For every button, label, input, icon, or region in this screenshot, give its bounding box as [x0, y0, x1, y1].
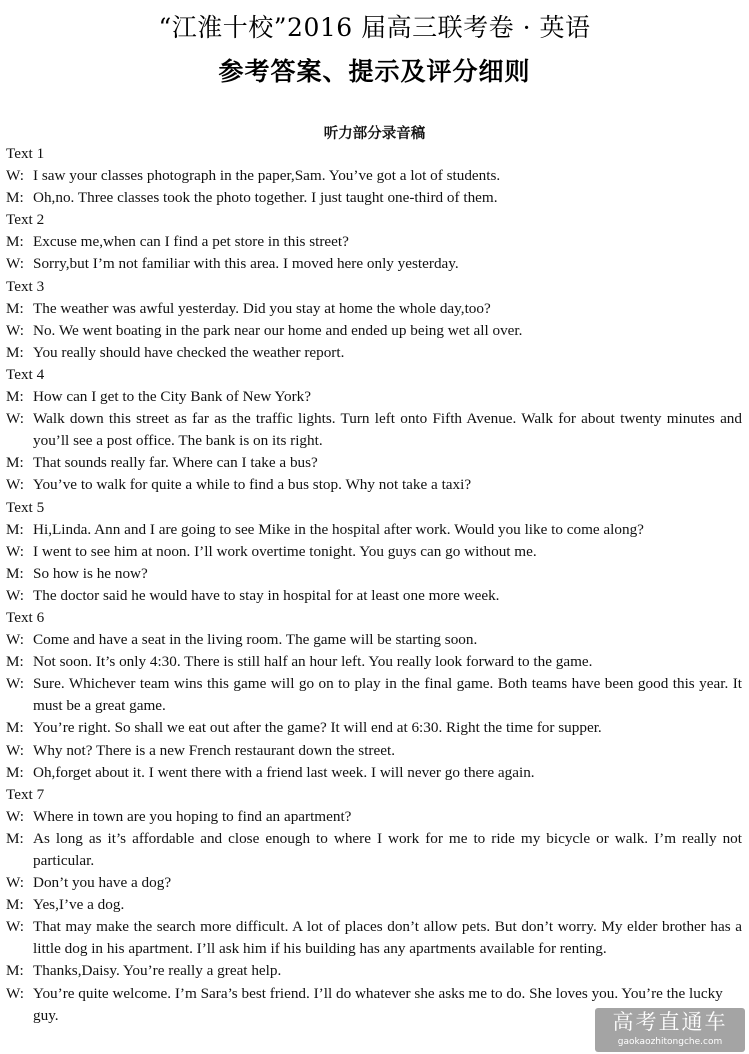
- dialogue-line: [6, 408, 742, 452]
- dialogue-line: [6, 342, 742, 364]
- text-label: Text 1: [6, 145, 45, 162]
- dialogue-line: [6, 629, 742, 651]
- text-label: Text 5: [6, 498, 45, 516]
- speaker-label: M:: [6, 829, 24, 847]
- dialogue-text: That may make the search more difficult. A lot of places don’t allow pets. But don’t worry. My elder brother has a little dog in his apartment. I’ll ask him if his building has any apartments available for renting.: [33, 918, 742, 958]
- speaker-label: W:: [6, 167, 24, 185]
- dialogue-line: [6, 651, 742, 673]
- dialogue-text: You’re right. So shall we eat out after the game? It will end at 6:30. Right the time for supper.: [33, 719, 602, 737]
- text-label: Text 4: [6, 365, 45, 383]
- dialogue-text: Walk down this street as far as the traffic lights. Turn left onto Fifth Avenue. Walk for about twenty minutes and you’ll see a post office. The bank is on its right.: [33, 410, 742, 450]
- dialogue-text: Sorry,but I’m not familiar with this area. I moved here only yesterday.: [33, 255, 459, 273]
- document-title: “江淮十校”2016 届高三联考卷 · 英语: [158, 13, 591, 42]
- speaker-label: M:: [6, 189, 24, 207]
- speaker-label: M:: [6, 719, 24, 737]
- speaker-label: M:: [6, 653, 24, 671]
- speaker-label: W:: [6, 741, 24, 759]
- text-label: Text 6: [6, 608, 45, 626]
- section-heading: 听力部分录音稿: [323, 126, 426, 142]
- text-label: Text 3: [6, 277, 45, 295]
- dialogue-text: That sounds really far. Where can I take a bus?: [33, 454, 318, 472]
- dialogue-text: Why not? There is a new French restaurant down the street.: [33, 741, 395, 759]
- dialogue-line: [6, 740, 742, 762]
- speaker-label: W:: [6, 807, 24, 825]
- speaker-label: W:: [6, 321, 24, 339]
- dialogue-line: [6, 872, 742, 894]
- speaker-label: M:: [6, 343, 24, 361]
- dialogue-line: [6, 519, 742, 541]
- dialogue-text: How can I get to the City Bank of New York?: [33, 388, 311, 406]
- dialogue-line: [6, 231, 742, 253]
- speaker-label: M:: [6, 299, 24, 317]
- dialogue-text: Excuse me,when can I find a pet store in this street?: [33, 233, 349, 251]
- dialogue-line: [6, 320, 742, 342]
- speaker-label: M:: [6, 520, 24, 538]
- dialogue-line: [6, 541, 742, 563]
- text-label: Text 2: [6, 211, 45, 229]
- dialogue-line: [6, 806, 742, 828]
- speaker-label: W:: [6, 874, 24, 892]
- dialogue-text: You’re quite welcome. I’m Sara’s best friend. I’ll do whatever she asks me to do. She loves you. You’re the lucky guy.: [33, 984, 723, 1024]
- speaker-label: M:: [6, 233, 24, 251]
- document-subtitle: 参考答案、提示及评分细则: [218, 57, 531, 86]
- dialogue-text: No. We went boating in the park near our home and ended up being wet all over.: [33, 321, 523, 339]
- speaker-label: M:: [6, 962, 24, 980]
- dialogue-line: [6, 474, 742, 496]
- dialogue-text: Oh,forget about it. I went there with a friend last week. I will never go there again.: [33, 763, 535, 781]
- dialogue-line: [6, 298, 742, 320]
- transcript-body: [6, 143, 742, 1027]
- dialogue-text: The weather was awful yesterday. Did you stay at home the whole day,too?: [33, 299, 491, 317]
- dialogue-line: [6, 585, 742, 607]
- dialogue-line: [6, 563, 742, 585]
- dialogue-text: I saw your classes photograph in the paper,Sam. You’ve got a lot of students.: [33, 167, 501, 185]
- dialogue-text: Come and have a seat in the living room. The game will be starting soon.: [33, 631, 478, 649]
- speaker-label: W:: [6, 631, 24, 649]
- speaker-label: W:: [6, 542, 24, 560]
- dialogue-line: [6, 673, 742, 717]
- dialogue-text: Not soon. It’s only 4:30. There is still half an hour left. You really look forward to the game.: [33, 653, 593, 671]
- dialogue-text: Don’t you have a dog?: [33, 874, 172, 892]
- watermark-subtext: gaokaozhitongche.com: [617, 1037, 723, 1047]
- speaker-label: M:: [6, 454, 24, 472]
- dialogue-text: As long as it’s affordable and close enough to where I work for me to ride my bicycle or walk. I’m really not particular.: [33, 829, 742, 869]
- dialogue-line: [6, 452, 742, 474]
- dialogue-text: You’ve to walk for quite a while to find a bus stop. Why not take a taxi?: [33, 476, 472, 494]
- speaker-label: M:: [6, 763, 24, 781]
- dialogue-text: You really should have checked the weather report.: [33, 343, 345, 361]
- dialogue-text: I went to see him at noon. I’ll work overtime tonight. You guys can go without me.: [33, 542, 537, 560]
- text-label: Text 7: [6, 785, 45, 803]
- dialogue-line: [6, 960, 742, 982]
- dialogue-line: [6, 894, 742, 916]
- dialogue-line: [6, 386, 742, 408]
- dialogue-text: Hi,Linda. Ann and I are going to see Mike in the hospital after work. Would you like to come along?: [33, 520, 644, 538]
- dialogue-text: Yes,I’ve a dog.: [33, 896, 125, 914]
- speaker-label: W:: [6, 255, 24, 273]
- dialogue-text: Where in town are you hoping to find an apartment?: [33, 807, 352, 825]
- speaker-label: W:: [6, 918, 24, 936]
- speaker-label: W:: [6, 586, 24, 604]
- dialogue-text: So how is he now?: [33, 564, 148, 582]
- speaker-label: W:: [6, 675, 24, 693]
- dialogue-line: [6, 187, 742, 209]
- speaker-label: W:: [6, 984, 24, 1002]
- dialogue-text: The doctor said he would have to stay in hospital for at least one more week.: [33, 586, 500, 604]
- speaker-label: M:: [6, 896, 24, 914]
- speaker-label: M:: [6, 388, 24, 406]
- dialogue-line: [6, 165, 742, 187]
- speaker-label: W:: [6, 410, 24, 428]
- dialogue-text: Oh,no. Three classes took the photo together. I just taught one-third of them.: [33, 189, 498, 207]
- speaker-label: M:: [6, 564, 24, 582]
- dialogue-text: Sure. Whichever team wins this game will go on to play in the final game. Both teams have been good this year. It must be a great game.: [33, 675, 742, 715]
- dialogue-text: Thanks,Daisy. You’re really a great help.: [33, 962, 282, 980]
- dialogue-line: [6, 916, 742, 960]
- dialogue-line: [6, 828, 742, 872]
- watermark-text: 高考直通车: [612, 1010, 728, 1034]
- dialogue-line: [6, 253, 742, 275]
- speaker-label: W:: [6, 476, 24, 494]
- watermark-logo: [595, 1008, 745, 1052]
- dialogue-line: [6, 762, 742, 784]
- dialogue-line: [6, 717, 742, 739]
